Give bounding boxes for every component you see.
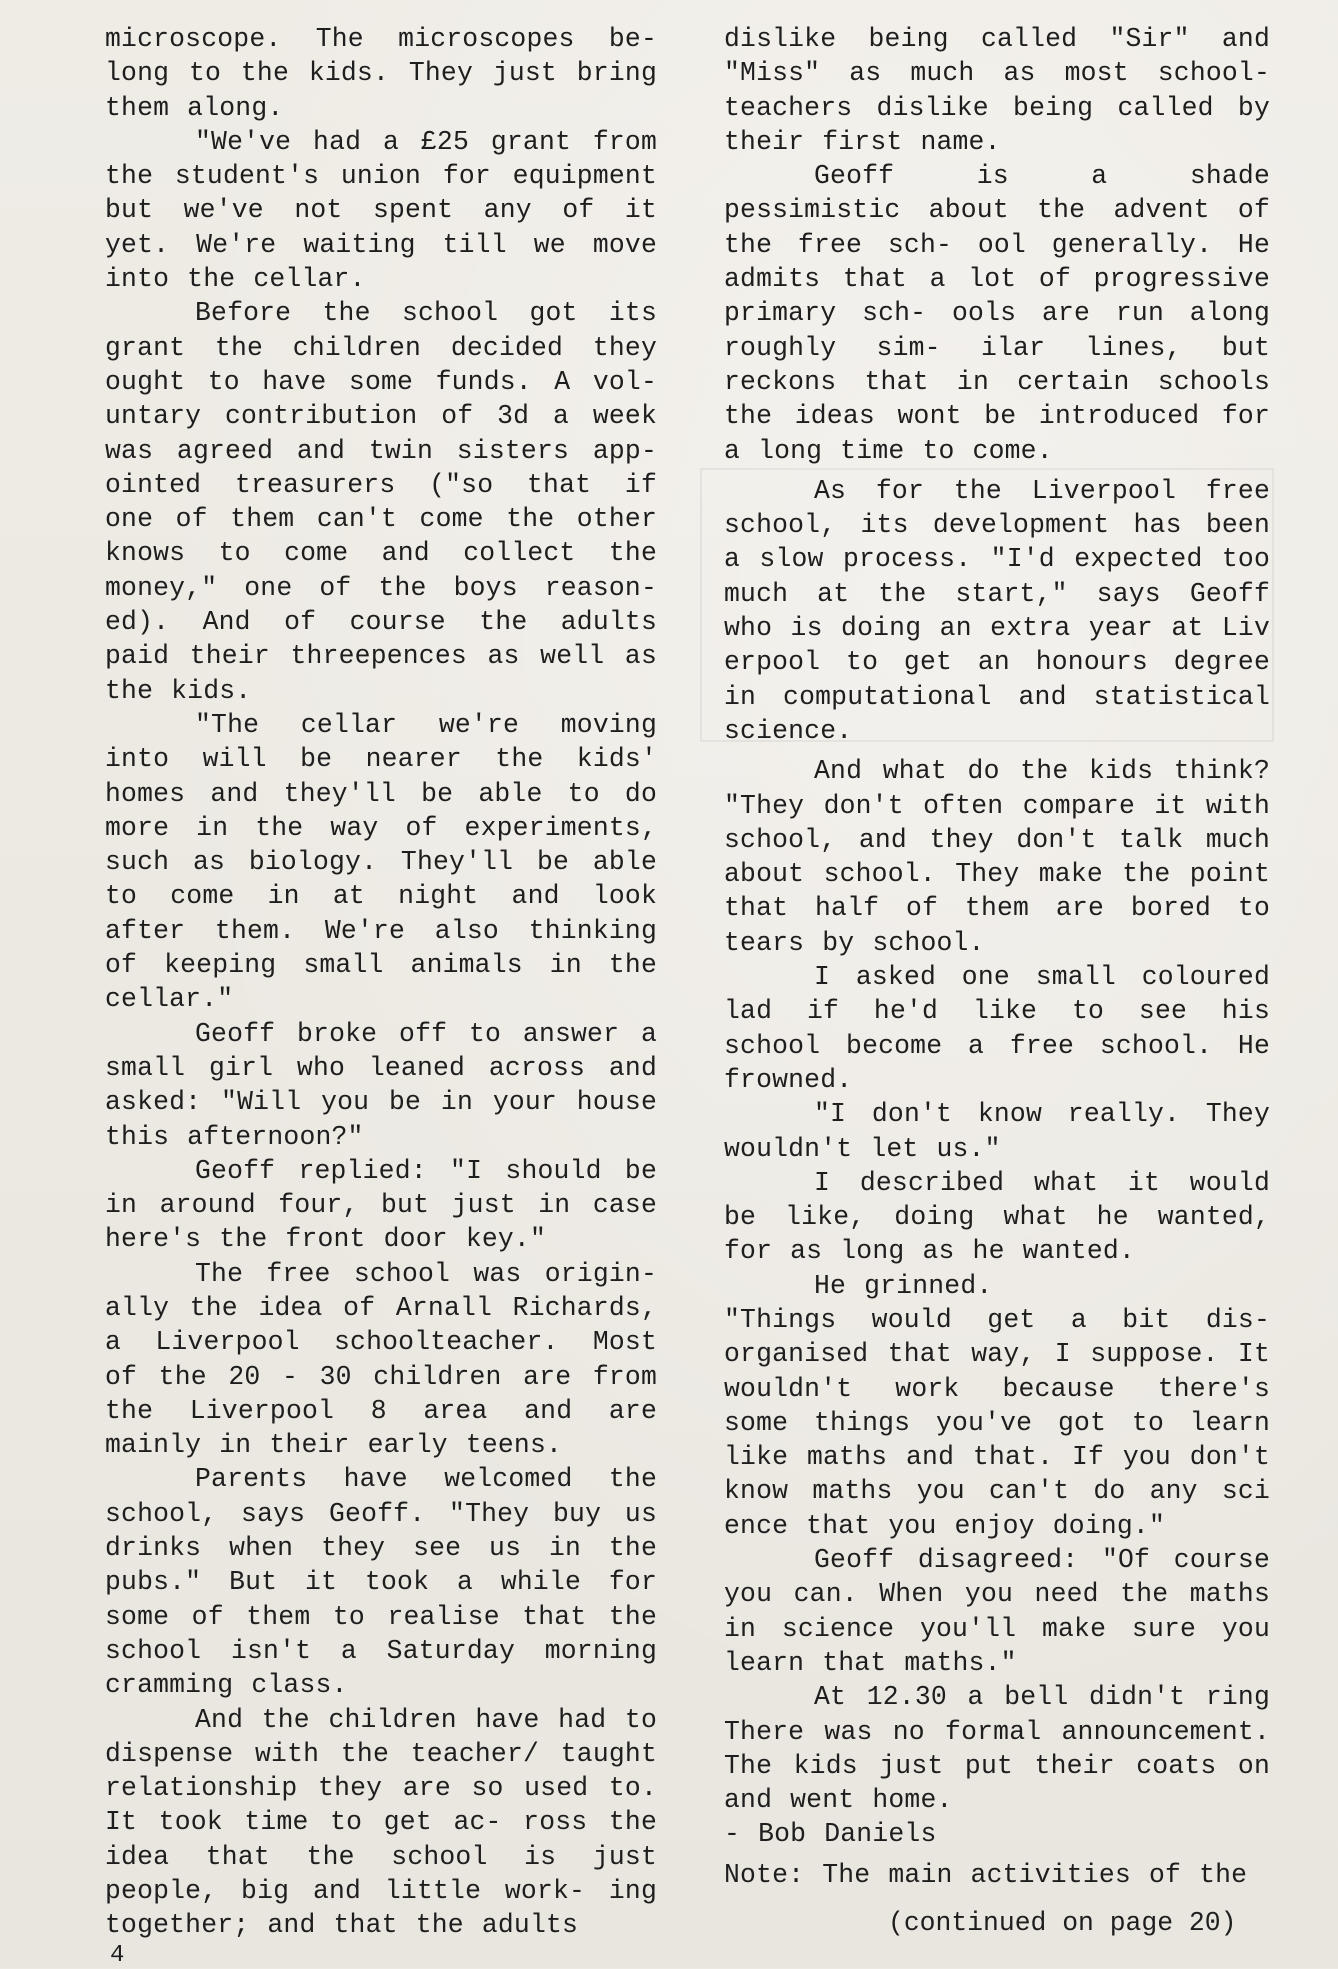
paragraph: "The cellar we're moving into will be nearer the kids' homes and they'll be able to do more in the way of experiments, such as biology. They'll be able to come in at night and look after them. We're also thinking of keeping small animals in the cellar." [105,709,657,1015]
paragraph: At 12.30 a bell didn't ring There was no formal announcement. The kids just put their coats on and went home. [724,1682,1270,1816]
paragraph: And the children have had to dispense with the teacher/ taught relationship they are so used to. It took time to get ac- ross the idea that the school is just people, big and little work- ing together; and that the adults [105,1704,657,1941]
paragraph: I asked one small coloured lad if he'd like to see his school become a free school. He frowned. [724,962,1270,1095]
paragraph: He grinned. [814,1270,993,1301]
paragraph: dislike being called "Sir" and "Miss" as much as most school- teachers dislike being called by their first name. [724,24,1270,157]
paragraph: Before the school got its grant the children decided they ought to have some funds. A vol- untary contribution of 3d a week was agreed and twin sisters app- ointed treasurers ("so that if one of them can't come the other knows to come and collect the money," one of the boys reason- ed). And of course the adults paid their threepences as well as the kids. [105,298,657,706]
left-column [105,22,657,1943]
right-column [724,22,1270,1892]
paragraph: The free school was origin- ally the idea of Arnall Richards, a Liverpool schoolteacher. Most of the 20 - 30 children are from the Liverpool 8 area and are mainly in their early teens. [105,1258,657,1461]
paragraph: And what do the kids think? "They don't often compare it with school, and they don't talk much about school. They make the point that half of them are bored to tears by school. [724,756,1270,958]
paragraph: "Things would get a bit dis- organised that way, I suppose. It wouldn't work because there's some things you've got to learn like maths and that. If you don't know maths you can't do any sci ence that you enjoy doing." [724,1304,1270,1541]
paragraph: "I don't know really. They wouldn't let us." [724,1099,1270,1164]
note: Note: The main activities of the [724,1859,1248,1890]
paragraph: As for the Liverpool free school, its development has been a slow process. "I'd expected too much at the start," says Geoff who is doing an extra year at Liv erpool to get an honours degree in computational and statistical science. [724,475,1270,746]
paragraph: Parents have welcomed the school, says Geoff. "They buy us drinks when they see us in the pubs." But it took a while for some of them to realise that the school isn't a Saturday morning cramming class. [105,1464,657,1701]
continued-note: (continued on page 20) [888,1908,1237,1938]
byline: - Bob Daniels [724,1819,937,1850]
paragraph: Geoff is a shade pessimistic about the advent of the free sch- ool generally. He admits that a lot of progressive primary sch- ools are run along roughly sim- ilar lines, but reckons that in certain schools the ideas wont be introduced for a long time to come. [724,161,1270,466]
paragraph: Geoff broke off to answer a small girl who leaned across and asked: "Will you be in your house this afternoon?" [105,1018,657,1152]
paragraph: "We've had a £25 grant from the student's union for equipment but we've not spent any of it yet. We're waiting till we move into the cellar. [105,126,657,295]
page-number: 4 [110,1942,125,1969]
paragraph: Geoff replied: "I should be in around four, but just in case here's the front door key." [105,1155,657,1255]
paragraph: I described what it would be like, doing what he wanted, for as long as he wanted. [724,1167,1270,1267]
paragraph: microscope. The microscopes be- long to the kids. They just bring them along. [105,24,657,123]
paragraph: Geoff disagreed: "Of course you can. When you need the maths in science you'll make sure you learn that maths." [724,1545,1270,1678]
